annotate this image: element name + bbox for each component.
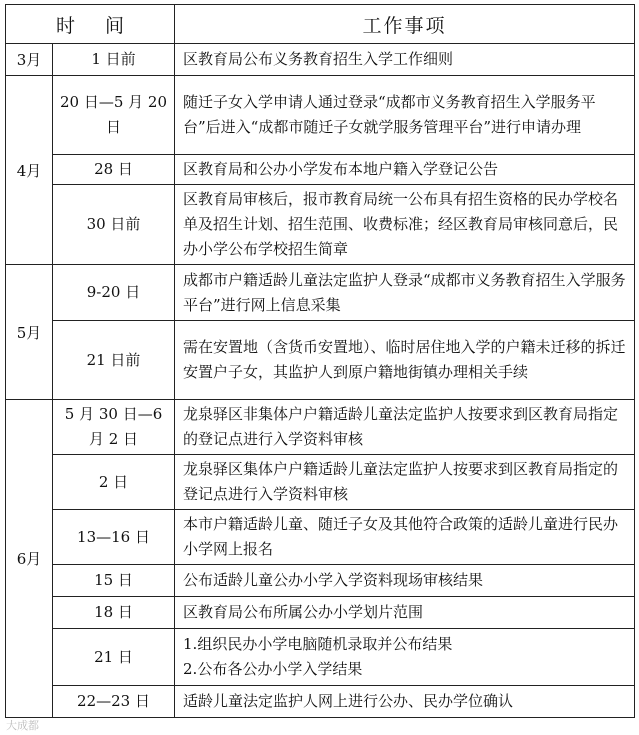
date-cell: 9-20 日 bbox=[53, 265, 175, 321]
date-cell: 21 日 bbox=[53, 629, 175, 686]
item-cell: 龙泉驿区非集体户户籍适龄儿童法定监护人按要求到区教育局指定的登记点进行入学资料审核 bbox=[175, 400, 635, 455]
table-row bbox=[6, 265, 635, 321]
date-cell: 21 日前 bbox=[53, 321, 175, 400]
table-row bbox=[6, 629, 635, 686]
item-cell: 适龄儿童法定监护人网上进行公办、民办学位确认 bbox=[175, 686, 635, 718]
table-row bbox=[6, 455, 635, 510]
table-row bbox=[6, 321, 635, 400]
item-cell: 随迁子女入学申请人通过登录“成都市义务教育招生入学服务平台”后进入“成都市随迁子女就学服务管理平台”进行申请办理 bbox=[175, 76, 635, 155]
item-cell: 龙泉驿区集体户户籍适龄儿童法定监护人按要求到区教育局指定的登记点进行入学资料审核 bbox=[175, 455, 635, 510]
item-cell: 公布适龄儿童公办小学入学资料现场审核结果 bbox=[175, 565, 635, 597]
header-row bbox=[6, 5, 635, 44]
table-row bbox=[6, 510, 635, 565]
month-cell: 5月 bbox=[6, 265, 53, 400]
header-time: 时间 bbox=[6, 5, 175, 44]
table-row bbox=[6, 686, 635, 718]
item-line: 2.公布各公办小学入学结果 bbox=[183, 660, 363, 678]
table-row bbox=[6, 155, 635, 185]
date-cell: 22—23 日 bbox=[53, 686, 175, 718]
date-cell: 20 日—5 月 20 日 bbox=[53, 76, 175, 155]
item-cell: 区教育局公布义务教育招生入学工作细则 bbox=[175, 44, 635, 76]
item-cell: 成都市户籍适龄儿童法定监护人登录“成都市义务教育招生入学服务平台”进行网上信息采集 bbox=[175, 265, 635, 321]
date-cell: 30 日前 bbox=[53, 185, 175, 265]
month-cell: 4月 bbox=[6, 76, 53, 265]
schedule-table bbox=[5, 4, 635, 718]
item-cell bbox=[175, 629, 635, 686]
date-cell: 18 日 bbox=[53, 597, 175, 629]
date-cell: 15 日 bbox=[53, 565, 175, 597]
date-cell: 5 月 30 日—6 月 2 日 bbox=[53, 400, 175, 455]
date-cell: 2 日 bbox=[53, 455, 175, 510]
table-row bbox=[6, 76, 635, 155]
item-cell: 区教育局审核后，报市教育局统一公布具有招生资格的民办学校名单及招生计划、招生范围、收费标准；经区教育局审核同意后，民办小学公布学校招生简章 bbox=[175, 185, 635, 265]
month-cell: 6月 bbox=[6, 400, 53, 718]
table-row bbox=[6, 565, 635, 597]
watermark-logo: 大成都 bbox=[6, 719, 39, 732]
table-row bbox=[6, 400, 635, 455]
item-cell: 区教育局公布所属公办小学划片范围 bbox=[175, 597, 635, 629]
date-cell: 13—16 日 bbox=[53, 510, 175, 565]
date-cell: 1 日前 bbox=[53, 44, 175, 76]
table-row bbox=[6, 44, 635, 76]
month-cell: 3月 bbox=[6, 44, 53, 76]
item-cell: 本市户籍适龄儿童、随迁子女及其他符合政策的适龄儿童进行民办小学网上报名 bbox=[175, 510, 635, 565]
item-cell: 需在安置地（含货币安置地）、临时居住地入学的户籍未迁移的拆迁安置户子女，其监护人到原户籍地街镇办理相关手续 bbox=[175, 321, 635, 400]
item-line: 1.组织民办小学电脑随机录取并公布结果 bbox=[183, 635, 453, 653]
item-cell: 区教育局和公办小学发布本地户籍入学登记公告 bbox=[175, 155, 635, 185]
date-cell: 28 日 bbox=[53, 155, 175, 185]
table-row bbox=[6, 597, 635, 629]
table-row bbox=[6, 185, 635, 265]
header-work-items: 工作事项 bbox=[175, 5, 635, 44]
